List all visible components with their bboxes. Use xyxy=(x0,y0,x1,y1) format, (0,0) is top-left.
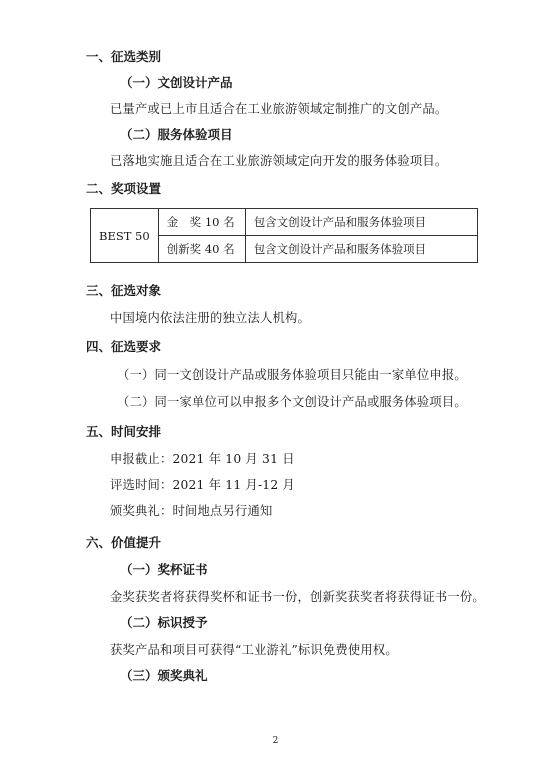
section-heading-schedule: 五、时间安排 xyxy=(86,424,162,439)
section-heading-categories: 一、征选类别 xyxy=(86,49,162,64)
schedule-item: 评选时间：2021 年 11 月-12 月 xyxy=(110,478,295,492)
subheading-trophy: （一）奖杯证书 xyxy=(120,562,208,577)
paragraph-trophy: 金奖获奖者将获得奖杯和证书一份，创新奖获奖者将获得证书一份。 xyxy=(110,590,485,604)
schedule-item: 颁奖典礼：时间地点另行通知 xyxy=(110,504,273,518)
awards-table xyxy=(90,208,478,263)
award-name-cell: 创新奖 40 名 xyxy=(158,236,245,263)
paragraph-cultural-products: 已量产或已上市且适合在工业旅游领域定制推广的文创产品。 xyxy=(110,102,448,116)
subheading-logo: （二）标识授予 xyxy=(120,615,208,630)
requirement-item: （一）同一文创设计产品或服务体验项目只能由一家单位申报。 xyxy=(117,368,467,382)
awards-group-cell: BEST 50 xyxy=(91,209,159,263)
section-heading-requirements: 四、征选要求 xyxy=(86,339,162,354)
award-desc-cell: 包含文创设计产品和服务体验项目 xyxy=(245,236,477,263)
section-heading-value: 六、价值提升 xyxy=(86,535,162,550)
award-desc-cell: 包含文创设计产品和服务体验项目 xyxy=(245,209,477,236)
schedule-item: 申报截止：2021 年 10 月 31 日 xyxy=(110,452,295,466)
table-row xyxy=(91,209,478,236)
award-name-cell: 金 奖 10 名 xyxy=(158,209,245,236)
section-heading-awards: 二、奖项设置 xyxy=(86,181,162,196)
requirement-item: （二）同一家单位可以申报多个文创设计产品或服务体验项目。 xyxy=(117,395,467,409)
paragraph-targets: 中国境内依法注册的独立法人机构。 xyxy=(110,311,310,325)
page-number: 2 xyxy=(272,736,279,746)
section-heading-targets: 三、征选对象 xyxy=(86,283,162,298)
subheading-service-experience: （二）服务体验项目 xyxy=(120,127,233,142)
subheading-ceremony: （三）颁奖典礼 xyxy=(120,668,208,683)
subheading-cultural-products: （一）文创设计产品 xyxy=(120,75,233,90)
paragraph-service-experience: 已落地实施且适合在工业旅游领域定向开发的服务体验项目。 xyxy=(110,154,448,168)
paragraph-logo: 获奖产品和项目可获得“工业游礼”标识免费使用权。 xyxy=(110,643,398,657)
